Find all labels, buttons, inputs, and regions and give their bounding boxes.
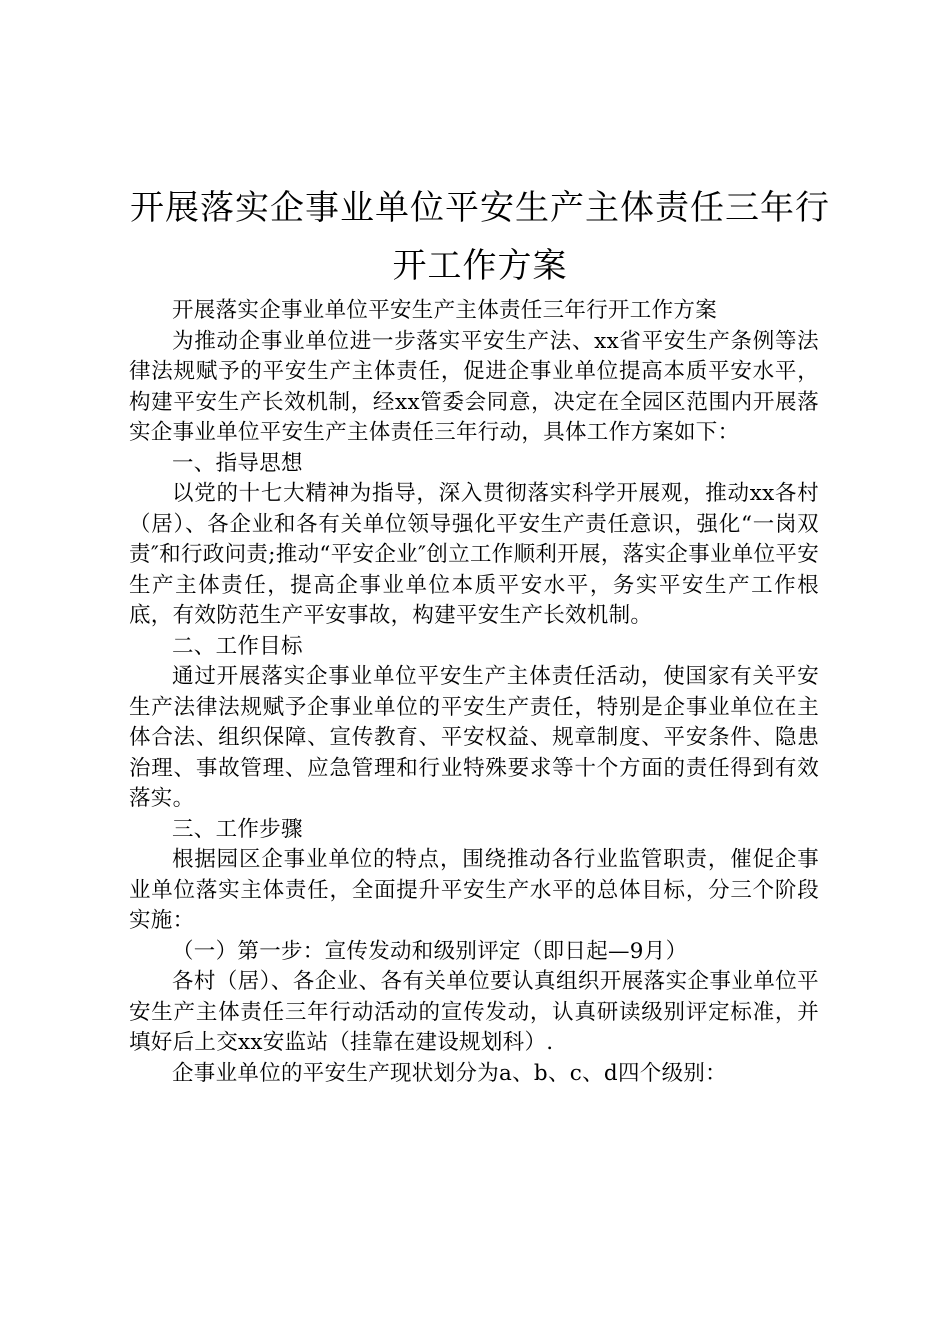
section-heading-work-goals: 二、工作目标 xyxy=(172,633,303,659)
paragraph-step-one: 各村（居）、各企业、各有关单位要认真组织开展落实企事业单位平安生产主体责任三年行动活动的宣传发动，认真研读级别评定标准，并填好后上交xx安监站（挂靠在建设规划科）. xyxy=(129,969,819,1055)
paragraph-purpose: 为推动企事业单位进一步落实平安生产法、xx省平安生产条例等法律法规赋予的平安生产主体责任，促进企事业单位提高本质平安水平，构建平安生产长效机制，经xx管委会同意，决定在全园区范围内开展落实企事业单位平安生产主体责任三年行动，具体工作方案如下： xyxy=(129,328,819,445)
subheading-step-one: （一）第一步：宣传发动和级别评定（即日起—9月） xyxy=(172,938,688,964)
section-heading-guiding-thought: 一、指导思想 xyxy=(172,450,303,476)
paragraph-work-goals: 通过开展落实企事业单位平安生产主体责任活动，使国家有关平安生产法律法规赋予企事业单位的平安生产责任，特别是企事业单位在主体合法、组织保障、宣传教育、平安权益、规章制度、平安条件、隐患治理、事故管理、应急管理和行业特殊要求等十个方面的责任得到有效落实。 xyxy=(129,664,819,811)
paragraph-guiding-thought: 以党的十七大精神为指导，深入贯彻落实科学开展观，推动xx各村（居）、各企业和各有关单位领导强化平安生产责任意识，强化“一岗双责″和行政问责;推动“平安企业″创立工作顺利开展，落实企事业单位平安生产主体责任，提高企事业单位本质平安水平，务实平安生产工作根底，有效防范生产平安事故，构建平安生产长效机制。 xyxy=(129,481,819,628)
paragraph-work-steps: 根据园区企事业单位的特点，围绕推动各行业监管职责，催促企事业单位落实主体责任，全面提升平安生产水平的总体目标，分三个阶段实施： xyxy=(129,847,819,933)
section-heading-work-steps: 三、工作步骤 xyxy=(172,816,303,842)
paragraph-levels: 企事业单位的平安生产现状划分为a、b、c、d四个级别： xyxy=(172,1060,727,1086)
document-title-line-2: 开工作方案 xyxy=(392,246,568,286)
document-title-line-1: 开展落实企事业单位平安生产主体责任三年行 xyxy=(130,188,830,228)
document-body xyxy=(129,296,819,1089)
paragraph-intro-title: 开展落实企事业单位平安生产主体责任三年行开工作方案 xyxy=(172,298,718,323)
